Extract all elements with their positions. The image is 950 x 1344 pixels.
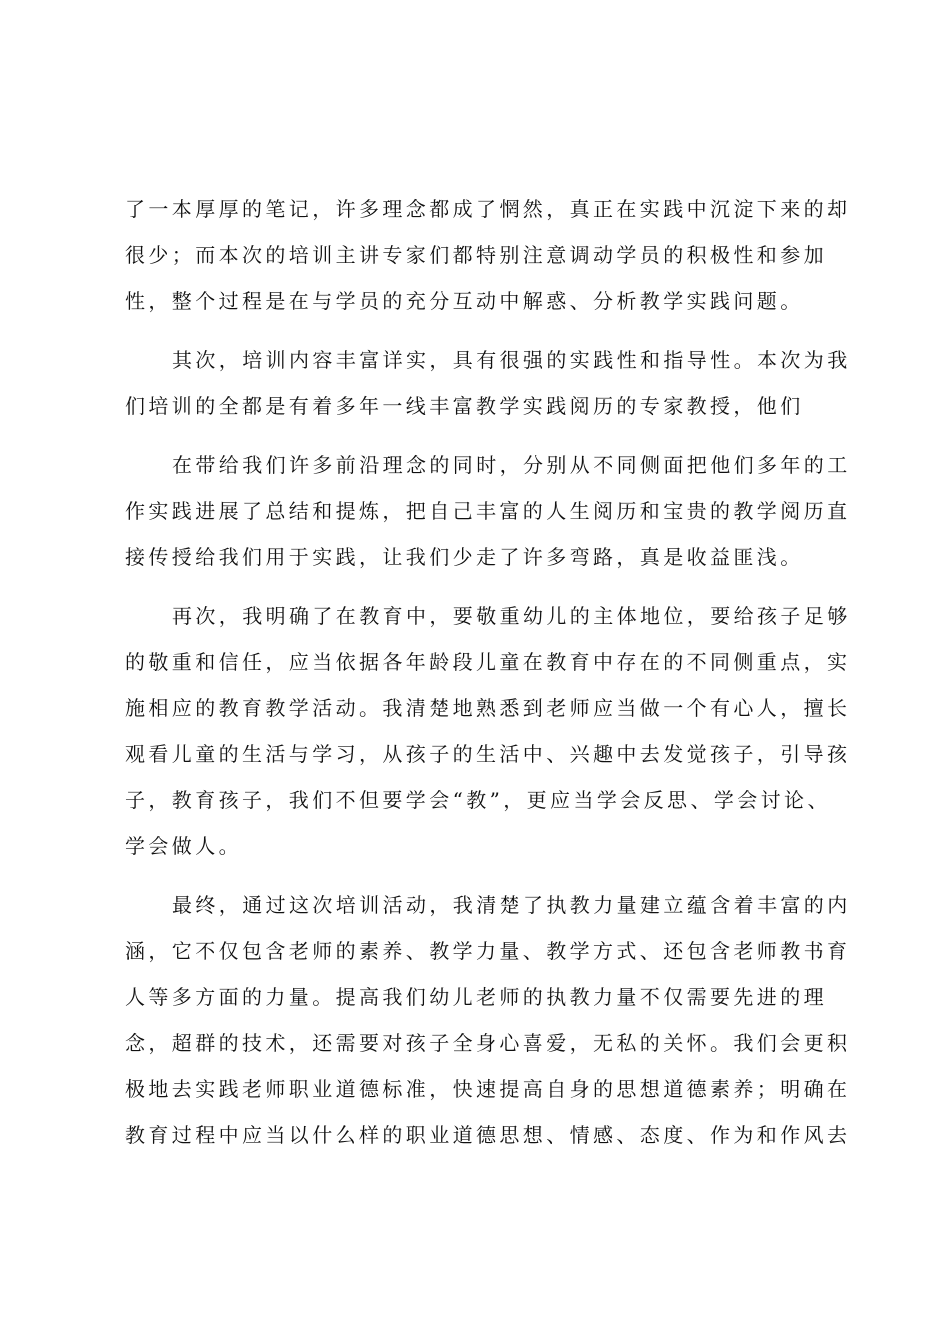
text-line: 了一本厚厚的笔记，许多理念都成了惘然，真正在实践中沉淀下来的却 xyxy=(125,197,851,221)
text-line: 的敬重和信任，应当依据各年龄段儿童在教育中存在的不同侧重点，实 xyxy=(125,650,851,674)
text-line: 作实践进展了总结和提炼，把自己丰富的人生阅历和宝贵的教学阅历直 xyxy=(125,499,851,523)
body-text xyxy=(125,186,851,1158)
text-line: 再次，我明确了在教育中，要敬重幼儿的主体地位，要给孩子足够 xyxy=(172,604,851,628)
text-line: 们培训的全都是有着多年一线丰富教学实践阅历的专家教授，他们 xyxy=(125,394,804,418)
text-line: 观看儿童的生活与学习，从孩子的生活中、兴趣中去发觉孩子，引导孩 xyxy=(125,742,851,766)
text-line: 很少；而本次的培训主讲专家们都特别注意调动学员的积极性和参加 xyxy=(125,243,827,267)
text-line: 涵，它不仅包含老师的素养、教学力量、教学方式、还包含老师教书育 xyxy=(125,939,851,963)
text-line: 念，超群的技术，还需要对孩子全身心喜爱，无私的关怀。我们会更积 xyxy=(125,1031,851,1055)
text-line: 最终，通过这次培训活动，我清楚了执教力量建立蕴含着丰富的内 xyxy=(172,893,851,917)
text-line: 学会做人。 xyxy=(125,834,242,858)
text-line: 接传授给我们用于实践，让我们少走了许多弯路，真是收益匪浅。 xyxy=(125,545,804,569)
text-line: 教育过程中应当以什么样的职业道德思想、情感、态度、作为和作风去 xyxy=(125,1123,851,1147)
text-line: 施相应的教育教学活动。我清楚地熟悉到老师应当做一个有心人，擅长 xyxy=(125,696,851,720)
text-line: 性，整个过程是在与学员的充分互动中解惑、分析教学实践问题。 xyxy=(125,289,804,313)
text-line: 人等多方面的力量。提高我们幼儿老师的执教力量不仅需要先进的理 xyxy=(125,985,827,1009)
text-line: 极地去实践老师职业道德标准，快速提高自身的思想道德素养；明确在 xyxy=(125,1077,851,1101)
text-line: 在带给我们许多前沿理念的同时，分别从不同侧面把他们多年的工 xyxy=(172,453,851,477)
text-line: 其次，培训内容丰富详实，具有很强的实践性和指导性。本次为我 xyxy=(172,348,851,372)
text-line: 子，教育孩子，我们不但要学会“教”，更应当学会反思、学会讨论、 xyxy=(125,788,831,812)
